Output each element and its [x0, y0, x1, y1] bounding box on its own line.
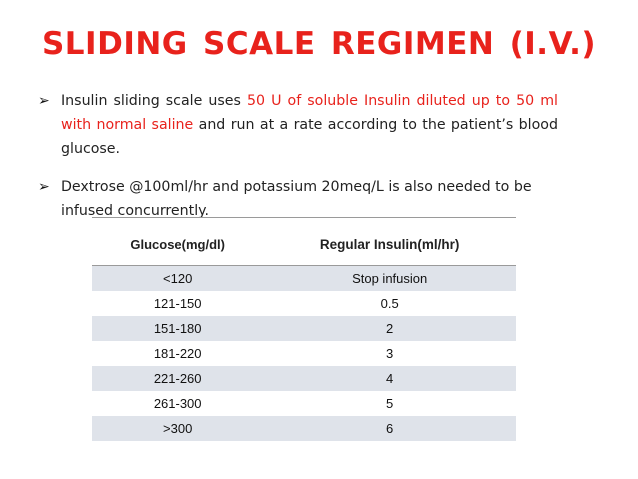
table-row — [92, 341, 516, 366]
bullet-text — [61, 89, 558, 161]
glucose-cell: 151-180 — [92, 316, 263, 341]
bullet-dextrose — [38, 175, 558, 223]
insulin-rate-cell: 5 — [386, 396, 394, 411]
glucose-cell: >300 — [92, 416, 263, 441]
insulin-rate-cell: 4 — [263, 366, 516, 391]
insulin-rate-cell: 3 — [386, 346, 394, 361]
header-glucose: Glucose(mg/dl) — [92, 224, 263, 266]
slide-title: SLIDING SCALE REGIMEN (I.V.) — [41, 26, 597, 62]
table-row — [92, 366, 516, 391]
insulin-rate-cell: 2 — [263, 316, 516, 341]
glucose-cell: 261-300 — [153, 396, 202, 411]
table-row — [92, 291, 516, 316]
glucose-cell: <120 — [92, 266, 263, 292]
table-row — [92, 266, 516, 292]
table-row — [92, 316, 516, 341]
bullet-insulin-scale — [38, 89, 558, 161]
sliding-scale-table — [92, 224, 516, 441]
arrow-bullet-icon: ➢ — [38, 93, 50, 109]
insulin-rate-cell: 0.5 — [380, 296, 399, 311]
glucose-cell: 181-220 — [153, 346, 202, 361]
table-row — [92, 416, 516, 441]
insulin-rate-cell: 6 — [263, 416, 516, 441]
insulin-rate-cell: Stop infusion — [263, 266, 516, 292]
arrow-bullet-icon: ➢ — [38, 179, 50, 195]
bullet-text-suffix: and run at a rate according to the patient’s blood glucose. — [61, 117, 558, 157]
glucose-cell: 121-150 — [153, 296, 202, 311]
header-insulin-rate: Regular Insulin(ml/hr) — [263, 224, 516, 266]
bullet-text-prefix: Insulin sliding scale uses — [61, 93, 247, 109]
table-row — [92, 391, 516, 416]
bullet-text — [61, 175, 558, 223]
bullet-text-highlight: 50 U of soluble Insulin diluted up to 50 ml with normal saline — [61, 93, 558, 133]
table-top-rule — [92, 217, 516, 218]
glucose-cell: 221-260 — [92, 366, 263, 391]
bullet-text-prefix: Dextrose @100ml/hr and potassium 20meq/L is also needed to be infused concurrently. — [61, 179, 532, 219]
table-header-row — [92, 224, 516, 266]
